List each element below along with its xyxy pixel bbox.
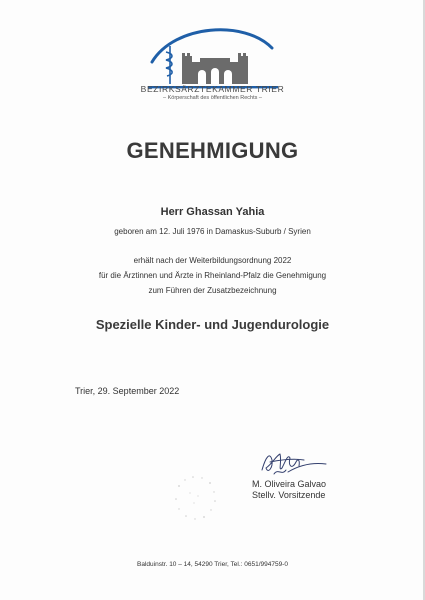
footer-address: Balduinstr. 10 – 14, 54290 Trier, Tel.: 0651/994759-0 — [137, 561, 288, 568]
logo-staff — [166, 46, 172, 84]
signatory-name: M. Oliveira Galvao — [252, 479, 327, 489]
organization-subtitle: – Körperschaft des öffentlichen Rechts – — [163, 95, 262, 101]
chamber-logo — [140, 22, 285, 92]
organization-name: BEZIRKSÄRZTEKAMMER TRIER — [140, 84, 285, 94]
body-line-3: zum Führen der Zusatzbezeichnung — [148, 286, 277, 295]
signatory-role: Stellv. Vorsitzende — [252, 490, 326, 500]
logo-arches — [198, 68, 232, 84]
place-date: Trier, 29. September 2022 — [75, 386, 180, 396]
body-line-1: erhält nach der Weiterbildungsordnung 2022 — [133, 256, 292, 265]
handwritten-signature — [258, 446, 330, 482]
body-line-2: für die Ärztinnen und Ärzte in Rheinland-Pfalz die Genehmigung — [98, 271, 327, 280]
document-title: GENEHMIGUNG — [126, 138, 299, 163]
recipient-name: Herr Ghassan Yahia — [160, 206, 265, 218]
specialty-title: Spezielle Kinder- und Jugendurologie — [95, 317, 330, 332]
embossed-seal — [165, 468, 225, 528]
birth-line: geboren am 12. Juli 1976 in Damaskus-Suburb / Syrien — [114, 227, 311, 236]
